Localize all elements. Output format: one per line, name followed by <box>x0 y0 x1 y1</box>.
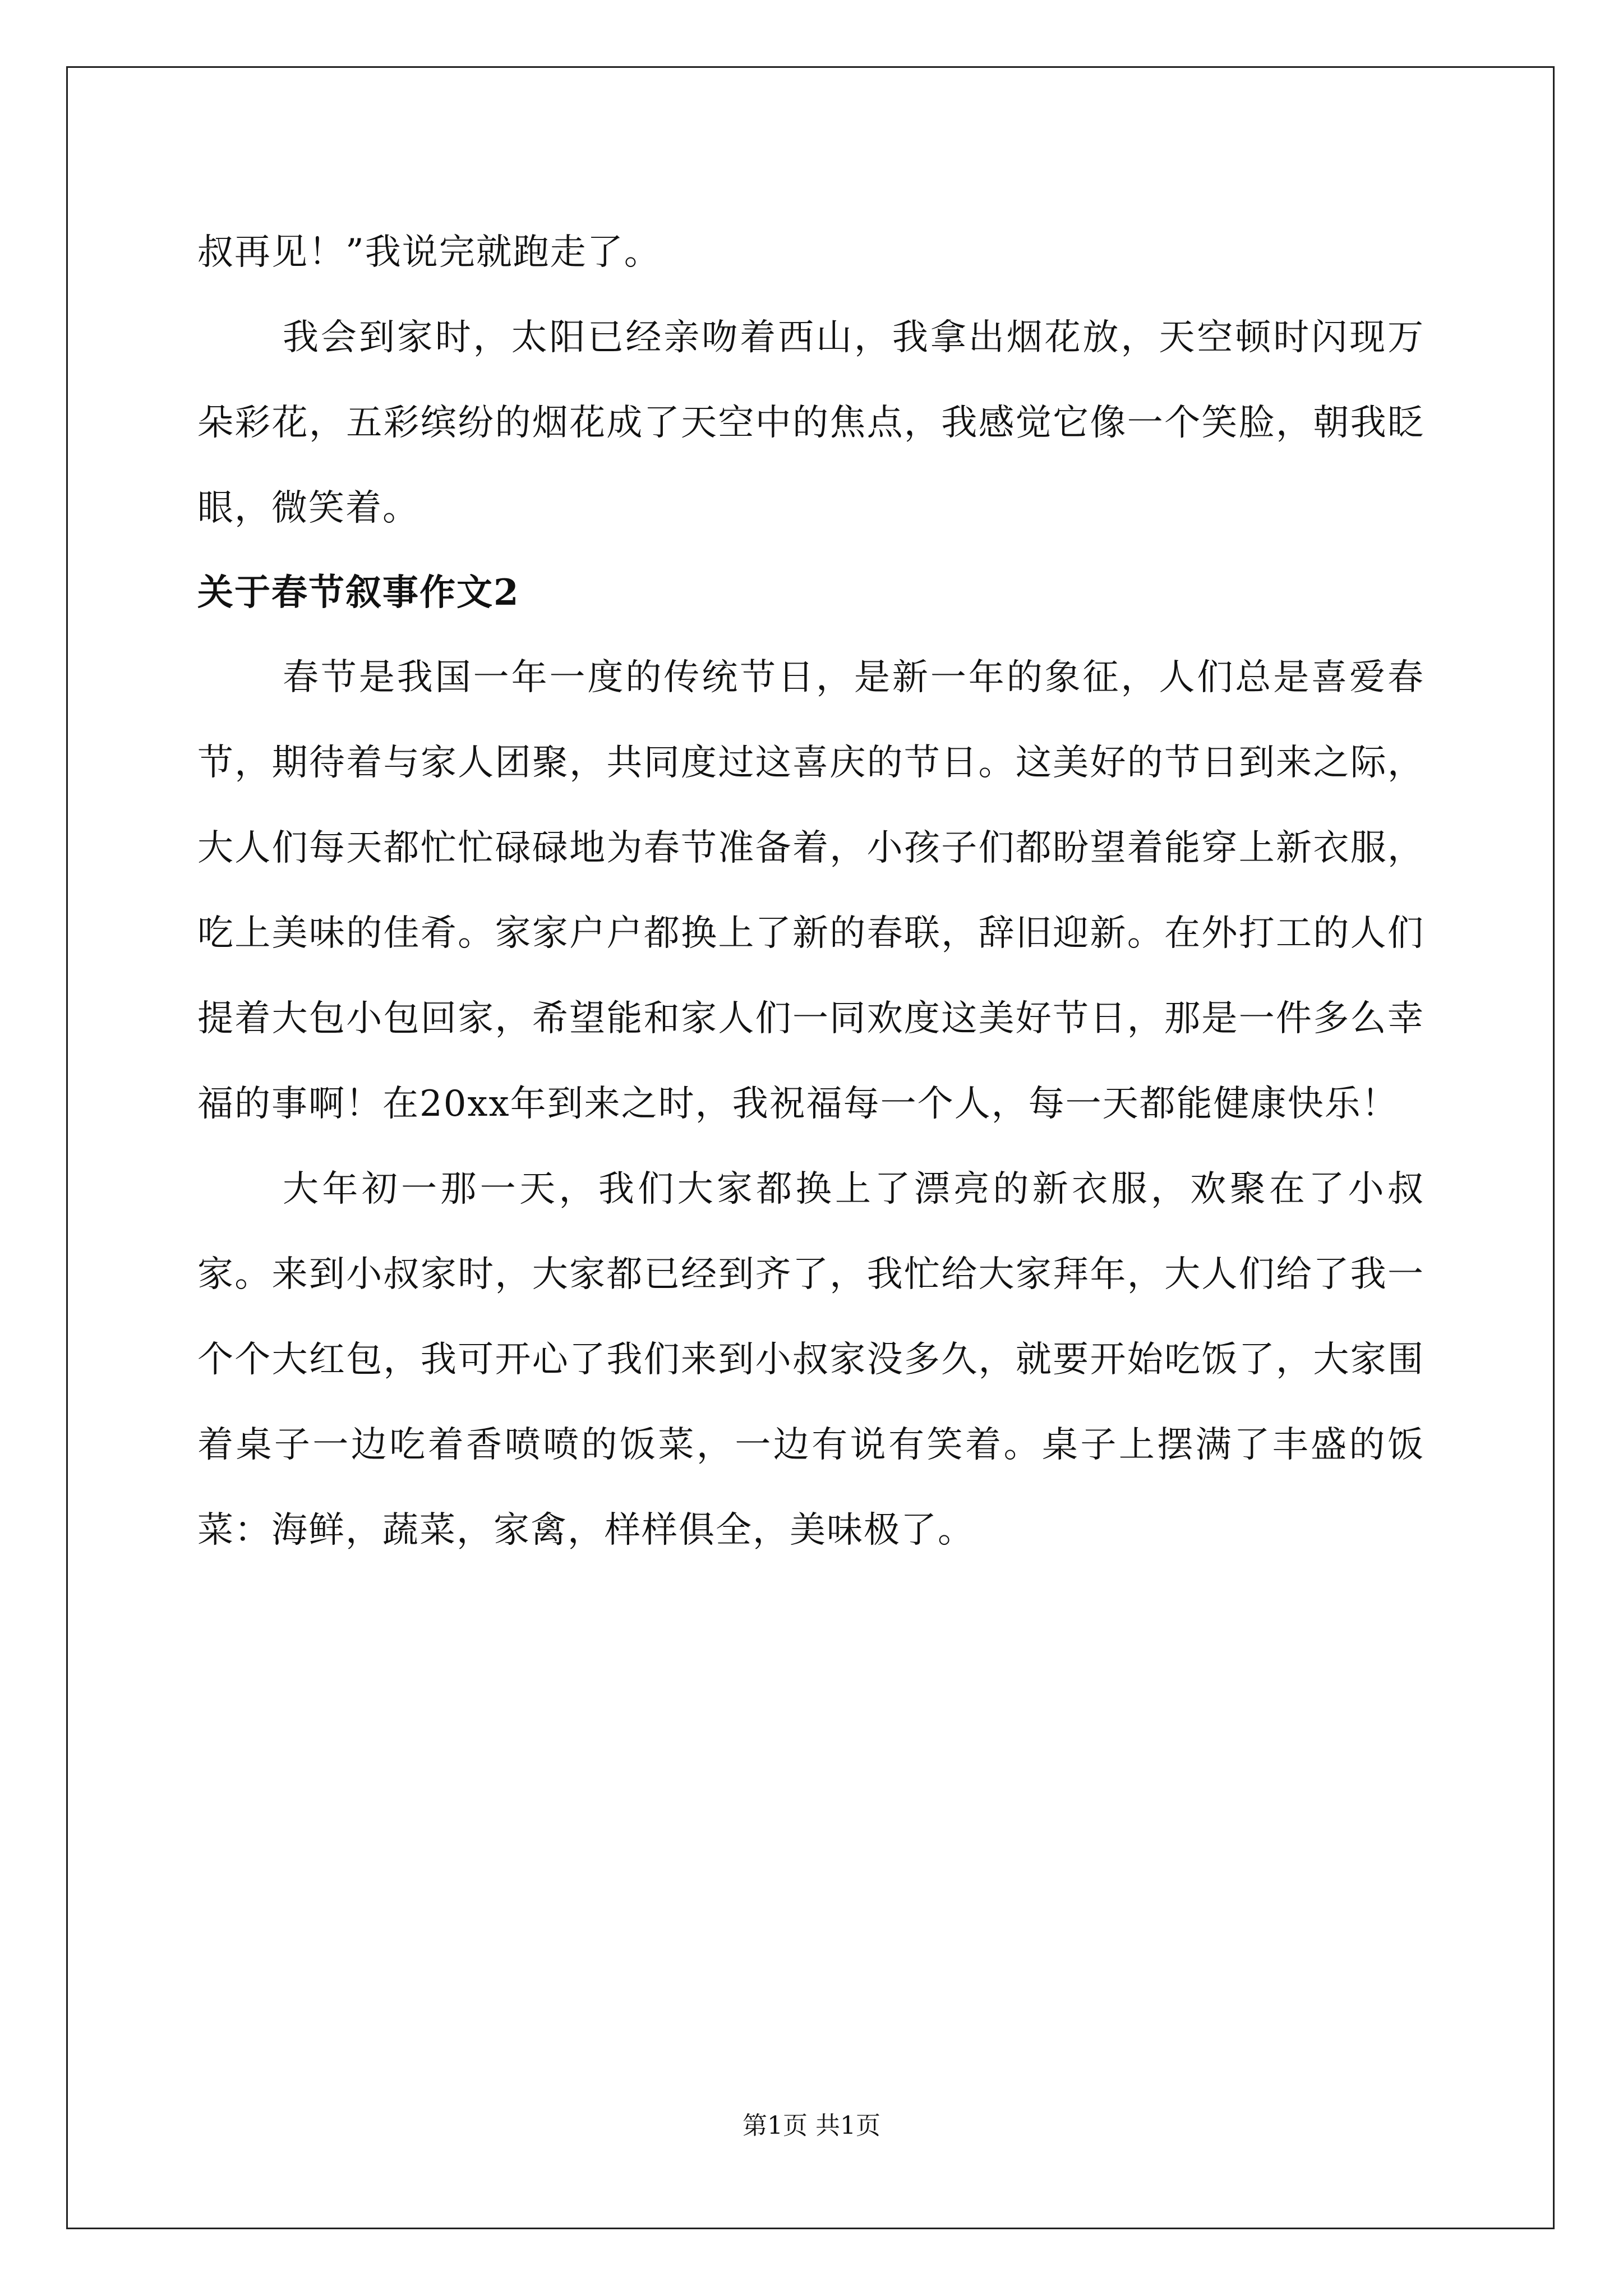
paragraph-fireworks: 我会到家时，太阳已经亲吻着西山，我拿出烟花放，天空顿时闪现万朵彩花，五彩缤纷的烟花成了天空中的焦点，我感觉它像一个笑脸，朝我眨眼，微笑着。 <box>197 317 1424 529</box>
essay-title: 关于春节叙事作文2 <box>197 572 520 614</box>
paragraph-spring-festival: 春节是我国一年一度的传统节日，是新一年的象征，人们总是喜爱春节，期待着与家人团聚，共同度过这喜庆的节日。这美好的节日到来之际，大人们每天都忙忙碌碌地为春节准备着，小孩子们都盼望着能穿上新衣服，吃上美味的佳肴。家家户户都换上了新的春联，辞旧迎新。在外打工的人们提着大包小包回家，希望能和家人们一同欢度这美好节日，那是一件多么幸福的事啊！在20xx年到来之时，我祝福每一个人，每一天都能健康快乐！ <box>197 657 1424 1125</box>
paragraph-continued: 叔再见！”我说完就跑走了。 <box>197 232 661 273</box>
page-footer: 第1页 共1页 <box>743 2111 880 2140</box>
paragraph-new-year-day: 大年初一那一天，我们大家都换上了漂亮的新衣服，欢聚在了小叔家。来到小叔家时，大家都已经到齐了，我忙给大家拜年，大人们给了我一个个大红包，我可开心了我们来到小叔家没多久，就要开始吃饭了，大家围着桌子一边吃着香喷喷的饭菜，一边有说有笑着。桌子上摆满了丰盛的饭菜：海鲜，蔬菜，家禽，样样俱全，美味极了。 <box>197 1168 1424 1551</box>
document-body <box>197 210 1424 1573</box>
